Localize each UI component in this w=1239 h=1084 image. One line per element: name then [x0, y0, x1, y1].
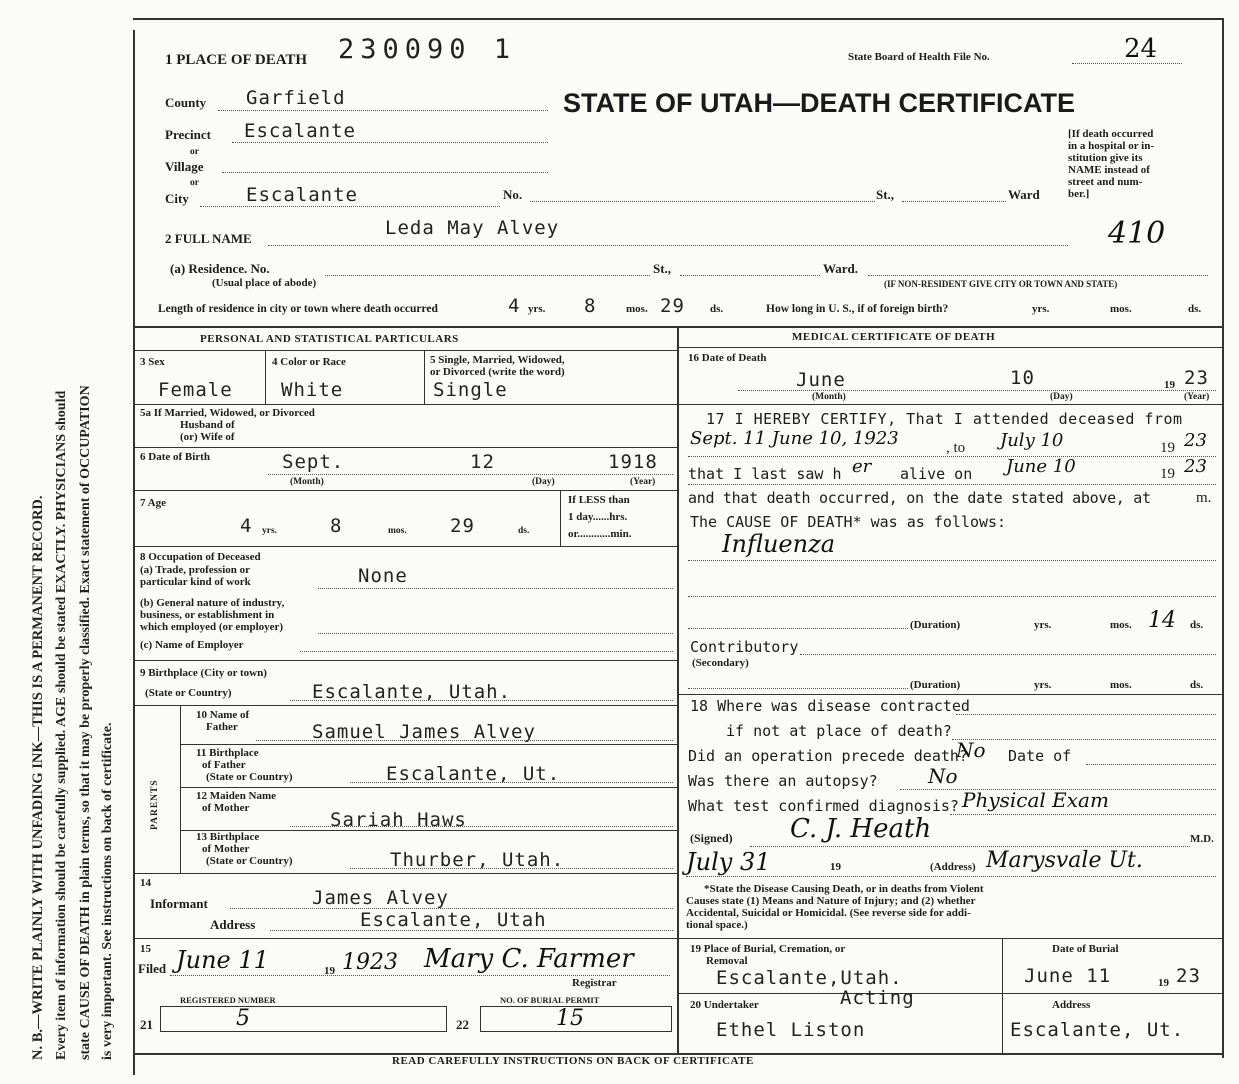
footnote-2: Causes state (1) Means and Nature of Injury; and (2) whether: [686, 895, 976, 907]
duration-label-1: (Duration): [910, 619, 961, 631]
duration-mos-1: mos.: [1110, 619, 1132, 631]
yrs-label: yrs.: [528, 303, 546, 315]
ds-label: ds.: [710, 303, 724, 315]
mother-bp-label-1: 13 Birthplace: [196, 831, 260, 843]
burial-place-label-2: Removal: [706, 955, 748, 967]
to-year-prefix: 19: [1160, 440, 1175, 456]
undertaker-label: 20 Undertaker: [690, 999, 759, 1011]
operation-label: Did an operation precede death?: [688, 747, 968, 765]
certify-text: 17 I HEREBY CERTIFY, That I attended deceased from: [706, 410, 1183, 428]
alive-on-label: alive on: [900, 465, 973, 483]
mother-birthplace: Thurber, Utah.: [390, 849, 565, 871]
less-than-label-1: If LESS than: [568, 494, 630, 506]
filed-num: 15: [140, 943, 151, 955]
age-label: 7 Age: [140, 497, 166, 509]
physician-signature: C. J. Heath: [790, 814, 932, 844]
certificate-number: 230090 1: [338, 34, 517, 65]
us-mos-label: mos.: [1110, 303, 1132, 315]
cause-of-death: Influenza: [722, 530, 836, 558]
age-years: 4: [240, 515, 253, 537]
dob-label: 6 Date of Birth: [140, 451, 210, 463]
duration-yrs-2: yrs.: [1034, 679, 1052, 691]
employer-label: (c) Name of Employer: [140, 639, 244, 651]
margin-line-3: state CAUSE OF DEATH in plain terms, so that it may be properly classified. Exact statement of OCCUPATION: [78, 385, 93, 1060]
undertaker-address: Escalante, Ut.: [1010, 1019, 1185, 1041]
footnote-1: *State the Disease Causing Death, or in deaths from Violent: [704, 883, 984, 895]
informant-label: Informant: [150, 896, 208, 911]
mother-bp-label-2: of Mother: [202, 843, 250, 855]
duration-mos-2: mos.: [1110, 679, 1132, 691]
date-of-death-label: 16 Date of Death: [688, 352, 767, 364]
burial-date: June 11: [1024, 965, 1112, 987]
margin-line-1: N. B.—WRITE PLAINLY WITH UNFADING INK—THIS IS A PERMANENT RECORD.: [30, 495, 46, 1060]
duration-label-2: (Duration): [910, 679, 961, 691]
place-of-death-label: 1 PLACE OF DEATH: [165, 52, 308, 68]
no-label: No.: [503, 187, 523, 202]
filed-year: 1923: [342, 950, 398, 975]
contributory-label: Contributory: [690, 638, 799, 656]
margin-line-4: is very important. See instructions on back of certificate.: [100, 722, 115, 1060]
hospital-note-line: stitution give its: [1068, 152, 1143, 164]
informant-address: Escalante, Utah: [360, 909, 547, 931]
village-label: Village: [165, 159, 204, 174]
sex: Female: [158, 379, 233, 401]
sex-label: 3 Sex: [140, 356, 165, 368]
footnote-4: tional space.): [686, 919, 748, 931]
informant-address-label: Address: [210, 917, 256, 932]
residence-months: 8: [584, 295, 597, 317]
us-ds-label: ds.: [1188, 303, 1202, 315]
operation-answer: No: [956, 738, 986, 762]
precinct-label: Precinct: [165, 127, 211, 142]
dob-month-label: (Month): [290, 477, 324, 487]
test-label: What test confirmed diagnosis?: [688, 797, 959, 815]
foreign-birth-label: How long in U. S., if of foreign birth?: [766, 303, 949, 315]
city: Escalante: [246, 184, 358, 206]
burial-place: Escalante,Utah.: [716, 967, 903, 989]
color-race: White: [281, 379, 344, 401]
registrar-signature: Mary C. Farmer: [424, 944, 634, 974]
duration-ds-1: ds.: [1190, 619, 1204, 631]
death-year-prefix: 19: [1164, 379, 1175, 391]
burial-permit-number: 15: [556, 1006, 584, 1031]
ward-label: Ward: [1008, 187, 1040, 202]
residence-ward-label: Ward.: [823, 261, 859, 276]
marginal-number: 410: [1108, 216, 1166, 251]
certificate-title: STATE OF UTAH—DEATH CERTIFICATE: [563, 88, 1075, 118]
age-yrs-label: yrs.: [262, 526, 278, 536]
attended-to-year: 23: [1184, 430, 1207, 451]
spouse-label-1: 5a If Married, Widowed, or Divorced: [140, 407, 315, 419]
age-ds-label: ds.: [518, 526, 530, 536]
age-mos-label: mos.: [388, 526, 407, 536]
registrar-label: Registrar: [572, 977, 617, 989]
footer-instructions: READ CAREFULLY INSTRUCTIONS ON BACK OF CERTIFICATE: [392, 1055, 754, 1067]
full-name-label: 2 FULL NAME: [165, 231, 252, 246]
less-than-label-3: or............min.: [568, 528, 632, 540]
footnote-3: Accidental, Suicidal or Homicidal. (See reverse side for addi-: [686, 907, 971, 919]
county-label: County: [165, 95, 207, 110]
father-bp-label-1: 11 Birthplace: [196, 747, 259, 759]
city-label: City: [165, 191, 189, 206]
last-saw-text: that I last saw h: [688, 465, 842, 483]
duration-months: 14: [1148, 608, 1176, 633]
residence-label: (a) Residence. No.: [170, 261, 270, 276]
hospital-note-line: in a hospital or in-: [1068, 140, 1154, 152]
secondary-label: (Secondary): [692, 657, 749, 669]
spouse-label-3: (or) Wife of: [180, 431, 235, 443]
usual-abode-label: (Usual place of abode): [212, 277, 317, 289]
not-place-label: if not at place of death?: [726, 722, 952, 740]
registered-number: 5: [236, 1006, 250, 1031]
medical-heading: MEDICAL CERTIFICATE OF DEATH: [792, 331, 996, 343]
st-label: St.,: [876, 187, 895, 202]
date-of-label: Date of: [1008, 747, 1072, 765]
burial-date-label: Date of Burial: [1052, 943, 1119, 955]
burial-year: 23: [1176, 965, 1201, 987]
residence-years: 4: [508, 295, 521, 317]
birthplace-state-label: (State or Country): [145, 687, 232, 699]
last-saw-date: June 10: [1006, 456, 1076, 477]
dob-day-label: (Day): [532, 477, 555, 487]
signed-year-prefix: 19: [830, 861, 841, 873]
father-label-2: Father: [206, 721, 238, 733]
num-21: 21: [140, 1017, 153, 1032]
county: Garfield: [246, 87, 346, 109]
occupation-b-1: (b) General nature of industry,: [140, 597, 285, 609]
filed-label: Filed: [138, 961, 167, 976]
residence-days: 29: [660, 295, 685, 317]
precinct: Escalante: [244, 120, 356, 142]
father-name: Samuel James Alvey: [312, 721, 536, 743]
file-no-label: State Board of Health File No.: [848, 51, 990, 63]
hospital-note-line: street and num-: [1068, 176, 1143, 188]
physician-address: Marysvale Ut.: [986, 848, 1143, 873]
registered-number-label: REGISTERED NUMBER: [180, 995, 276, 1005]
informant-num: 14: [140, 877, 151, 889]
last-saw-year: 23: [1184, 456, 1207, 477]
occupation-b-2: business, or establishment in: [140, 609, 275, 621]
father-label-1: 10 Name of: [196, 709, 250, 721]
age-days: 29: [450, 515, 475, 537]
contracted-label: 18 Where was disease contracted: [690, 697, 970, 715]
num-22: 22: [456, 1017, 469, 1032]
or-2: or: [190, 178, 199, 188]
mother-maiden-name: Sariah Haws: [330, 809, 467, 831]
cause-label: The CAUSE OF DEATH* was as follows:: [690, 513, 1007, 531]
margin-line-2: Every item of information should be carefully supplied. AGE should be stated EXACTLY. PHYSICIANS should: [54, 390, 69, 1060]
undertaker-address-label: Address: [1052, 999, 1091, 1011]
burial-place-label-1: 19 Place of Burial, Cremation, or: [690, 943, 846, 955]
marital-label-1: 5 Single, Married, Widowed,: [430, 354, 565, 366]
marital-status: Single: [433, 379, 508, 401]
death-year-label: (Year): [1184, 392, 1210, 402]
full-name: Leda May Alvey: [385, 217, 560, 239]
last-saw-year-prefix: 19: [1160, 466, 1175, 482]
death-day: 10: [1010, 367, 1035, 389]
address-label: (Address): [930, 861, 976, 873]
dob-month: Sept.: [282, 451, 345, 473]
age-months: 8: [330, 515, 343, 537]
mother-bp-label-3: (State or Country): [206, 855, 293, 867]
dob-year: 1918: [608, 451, 658, 473]
parents-label: PARENTS: [150, 779, 160, 830]
file-no: 24: [1124, 34, 1158, 64]
mos-label: mos.: [626, 303, 648, 315]
death-year: 23: [1184, 367, 1209, 389]
occupation-b-3: which employed (or employer): [140, 621, 284, 633]
signed-label: (Signed): [690, 831, 733, 845]
mother-label-2: of Mother: [202, 802, 250, 814]
undertaker: Ethel Liston: [716, 1019, 866, 1041]
father-birthplace: Escalante, Ut.: [386, 763, 561, 785]
occupation-a-2: particular kind of work: [140, 576, 251, 588]
death-month: June: [796, 369, 846, 391]
duration-ds-2: ds.: [1190, 679, 1204, 691]
dob-day: 12: [470, 451, 495, 473]
or-1: or: [190, 147, 199, 157]
death-month-label: (Month): [812, 392, 846, 402]
color-label: 4 Color or Race: [272, 356, 346, 368]
spouse-label-2: Husband of: [180, 419, 235, 431]
birthplace: Escalante, Utah.: [312, 681, 512, 703]
hospital-note-line: NAME instead of: [1068, 164, 1150, 176]
father-bp-label-2: of Father: [202, 759, 246, 771]
length-residence-label: Length of residence in city or town where death occurred: [158, 303, 438, 315]
autopsy-label: Was there an autopsy?: [688, 772, 878, 790]
burial-permit-label: NO. OF BURIAL PERMIT: [500, 995, 600, 1005]
marital-label-2: or Divorced (write the word): [430, 366, 565, 378]
to-label: , to: [946, 440, 966, 456]
attended-to: July 10: [1000, 430, 1064, 451]
birthplace-label: 9 Birthplace (City or town): [140, 667, 267, 679]
residence-st-label: St.,: [653, 261, 672, 276]
personal-heading: PERSONAL AND STATISTICAL PARTICULARS: [200, 333, 459, 345]
attended-from: Sept. 11 June 10, 1923: [690, 428, 899, 449]
us-yrs-label: yrs.: [1032, 303, 1050, 315]
informant: James Alvey: [312, 887, 449, 909]
burial-year-prefix: 19: [1158, 977, 1169, 989]
death-occurred-text: and that death occurred, on the date stated above, at: [688, 489, 1151, 507]
less-than-label-2: 1 day......hrs.: [568, 511, 628, 523]
hospital-note: [1068, 128, 1154, 200]
md-label: M.D.: [1190, 833, 1214, 845]
mother-label-1: 12 Maiden Name: [196, 790, 277, 802]
hospital-note-line: ber.]: [1068, 188, 1090, 200]
occupation-label: 8 Occupation of Deceased: [140, 551, 261, 563]
filed-date: June 11: [176, 946, 269, 974]
nonresident-note: (IF NON-RESIDENT GIVE CITY OR TOWN AND STATE): [884, 279, 1118, 289]
dob-year-label: (Year): [630, 477, 656, 487]
death-day-label: (Day): [1050, 392, 1073, 402]
filed-year-prefix: 19: [324, 965, 335, 977]
last-saw-her: er: [852, 456, 872, 477]
test-confirmed: Physical Exam: [962, 788, 1109, 812]
occupation: None: [358, 565, 408, 587]
hospital-note-line: [If death occurred: [1068, 128, 1154, 140]
signed-date: July 31: [686, 848, 771, 876]
father-bp-label-3: (State or Country): [206, 771, 293, 783]
autopsy-answer: No: [928, 764, 958, 788]
undertaker-note: Acting: [840, 987, 915, 1009]
m-label: m.: [1196, 490, 1212, 506]
occupation-a-1: (a) Trade, profession or: [140, 564, 250, 576]
duration-yrs-1: yrs.: [1034, 619, 1052, 631]
